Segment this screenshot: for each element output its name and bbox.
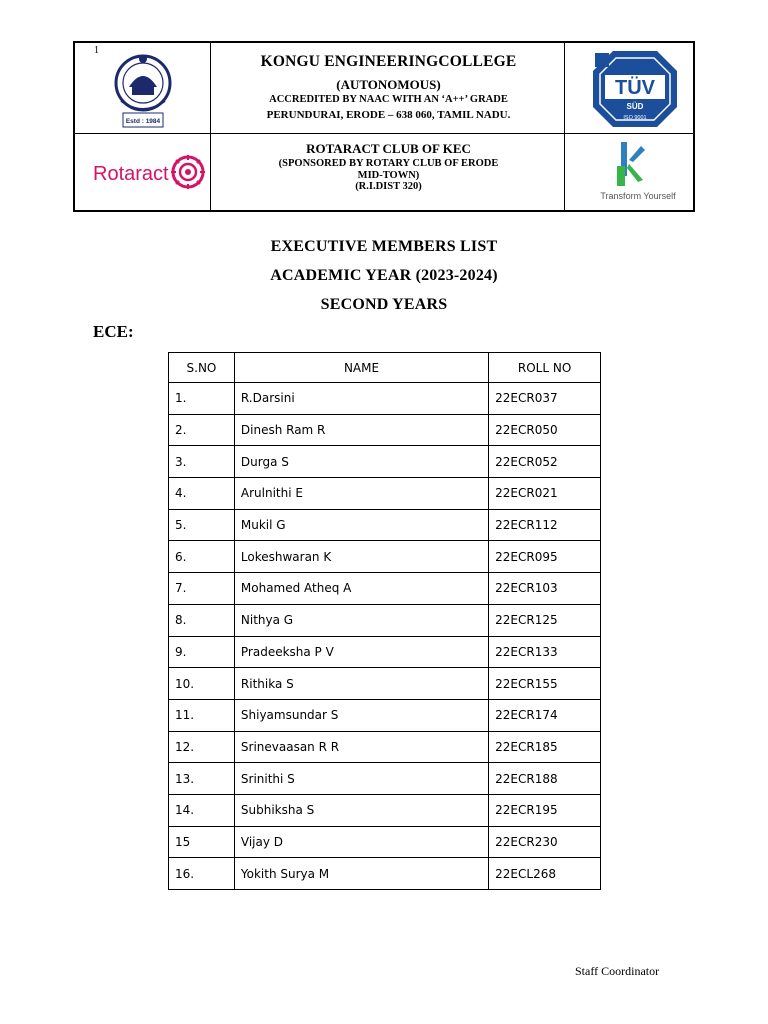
cell-name: Durga S <box>234 446 488 478</box>
cell-name: Vijay D <box>234 826 488 858</box>
cell-name: Subhiksha S <box>234 794 488 826</box>
club-name: ROTARACT CLUB OF KEC <box>306 141 471 156</box>
rotaract-logo <box>91 151 209 193</box>
cell-name: Pradeeksha P V <box>234 636 488 668</box>
table-row <box>169 699 601 731</box>
staff-coordinator-label: Staff Coordinator <box>575 964 660 978</box>
table-row <box>169 858 601 890</box>
table-row <box>169 509 601 541</box>
club-district: (R.I.DIST 320) <box>355 181 422 192</box>
autonomous-label: (AUTONOMOUS) <box>336 77 441 92</box>
tuv-iso-text: ISO 9001 <box>623 115 647 121</box>
table-row <box>169 731 601 763</box>
cell-roll: 22ECR052 <box>489 446 601 478</box>
college-info <box>212 43 565 133</box>
cell-sno: 3. <box>169 446 235 478</box>
table-row <box>169 763 601 795</box>
transform-yourself-logo <box>583 136 693 206</box>
cell-roll: 22ECR125 <box>489 604 601 636</box>
table-row <box>169 604 601 636</box>
cell-roll: 22ECR021 <box>489 478 601 510</box>
cell-roll: 22ECR095 <box>489 541 601 573</box>
cell-sno: 8. <box>169 604 235 636</box>
cell-name: Mukil G <box>234 509 488 541</box>
cell-roll: 22ECR133 <box>489 636 601 668</box>
table-row <box>169 573 601 605</box>
table-header-row <box>169 353 601 383</box>
cell-sno: 2. <box>169 414 235 446</box>
tuv-sud-logo <box>591 49 679 129</box>
cell-roll: 22ECR185 <box>489 731 601 763</box>
cell-name: Lokeshwaran K <box>234 541 488 573</box>
cell-name: Rithika S <box>234 668 488 700</box>
cell-roll: 22ECR112 <box>489 509 601 541</box>
header-name: NAME <box>234 353 488 383</box>
cell-name: Dinesh Ram R <box>234 414 488 446</box>
header-roll: ROLL NO <box>489 353 601 383</box>
cell-sno: 9. <box>169 636 235 668</box>
cell-roll: 22ECR103 <box>489 573 601 605</box>
title-line2: ACADEMIC YEAR (2023-2024) <box>270 267 498 284</box>
college-address: PERUNDURAI, ERODE – 638 060, TAMIL NADU. <box>266 109 511 121</box>
cell-sno: 14. <box>169 794 235 826</box>
rotaract-logo-text: Rotaract <box>93 163 169 185</box>
cell-name: Srinithi S <box>234 763 488 795</box>
table-row <box>169 383 601 415</box>
cell-roll: 22ECR174 <box>489 699 601 731</box>
college-name: KONGU ENGINEERINGCOLLEGE <box>260 53 517 70</box>
logo-estd: Estd : 1984 <box>125 118 161 125</box>
cell-name: Nithya G <box>234 604 488 636</box>
cell-roll: 22ECR037 <box>489 383 601 415</box>
table-row <box>169 826 601 858</box>
table-row <box>169 636 601 668</box>
transform-text: Transform Yourself <box>600 191 676 201</box>
cell-roll: 22ECR188 <box>489 763 601 795</box>
accreditation-line: ACCREDITED BY NAAC WITH AN ‘A++’ GRADE <box>269 94 508 105</box>
cell-sno: 6. <box>169 541 235 573</box>
cell-name: Srinevaasan R R <box>234 731 488 763</box>
cell-sno: 1. <box>169 383 235 415</box>
cell-roll: 22ECR195 <box>489 794 601 826</box>
table-row <box>169 446 601 478</box>
club-sponsor-line2: MID-TOWN) <box>357 170 420 181</box>
cell-roll: 22ECL268 <box>489 858 601 890</box>
club-info <box>212 134 565 212</box>
cell-sno: 4. <box>169 478 235 510</box>
table-row <box>169 668 601 700</box>
cell-sno: 10. <box>169 668 235 700</box>
divider <box>210 43 211 210</box>
page-number: 1 <box>94 45 99 56</box>
cell-sno: 13. <box>169 763 235 795</box>
cell-roll: 22ECR155 <box>489 668 601 700</box>
tuv-sub-text: SÜD <box>626 102 644 111</box>
table-row <box>169 414 601 446</box>
title-block <box>0 232 768 319</box>
cell-roll: 22ECR050 <box>489 414 601 446</box>
table-row <box>169 541 601 573</box>
cell-sno: 15 <box>169 826 235 858</box>
table-row <box>169 478 601 510</box>
cell-sno: 16. <box>169 858 235 890</box>
header-sno: S.NO <box>169 353 235 383</box>
cell-sno: 7. <box>169 573 235 605</box>
cell-name: R.Darsini <box>234 383 488 415</box>
tuv-logo-text: TÜV <box>615 77 655 99</box>
cell-sno: 5. <box>169 509 235 541</box>
cell-name: Arulnithi E <box>234 478 488 510</box>
cell-roll: 22ECR230 <box>489 826 601 858</box>
title-line1: EXECUTIVE MEMBERS LIST <box>270 238 498 255</box>
members-table <box>168 352 601 890</box>
title-line3: SECOND YEARS <box>320 296 448 313</box>
cell-name: Mohamed Atheq A <box>234 573 488 605</box>
table-row <box>169 794 601 826</box>
college-crest-logo <box>105 51 181 131</box>
cell-sno: 12. <box>169 731 235 763</box>
department-label: ECE: <box>93 322 134 341</box>
cell-name: Shiyamsundar S <box>234 699 488 731</box>
cell-sno: 11. <box>169 699 235 731</box>
club-sponsor-line1: (SPONSORED BY ROTARY CLUB OF ERODE <box>278 158 499 169</box>
cell-name: Yokith Surya M <box>234 858 488 890</box>
header-box <box>73 41 695 212</box>
